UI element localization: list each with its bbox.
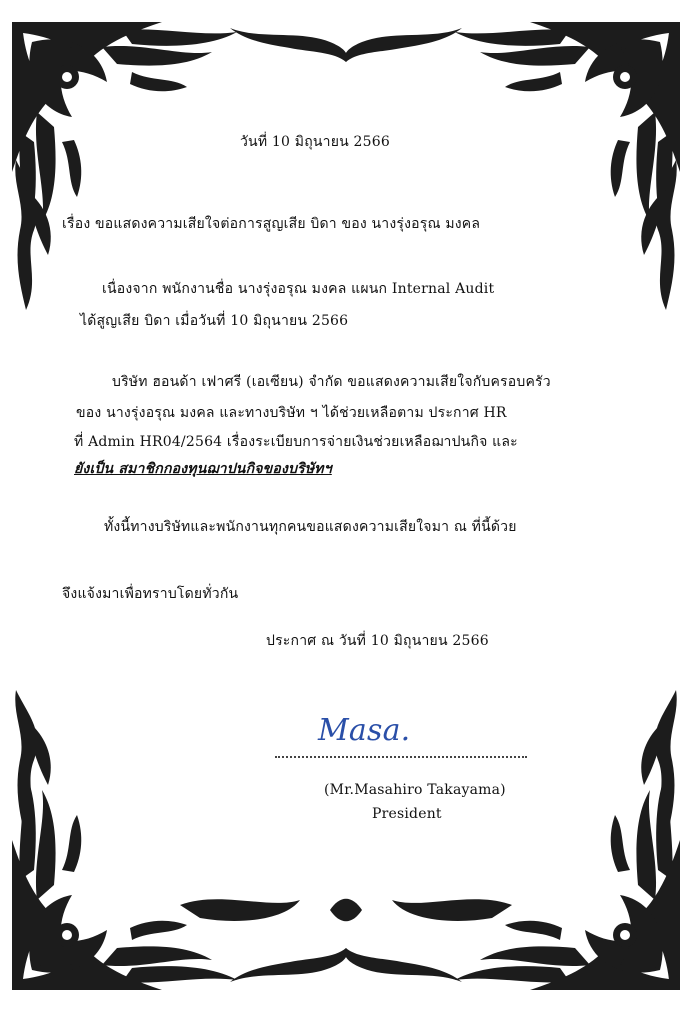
- announce-date: ประกาศ ณ วันที่ 10 มิถุนายน 2566: [266, 633, 489, 649]
- para2-line3: ที่ Admin HR04/2564 เรื่องระเบียบการจ่ายเงินช่วยเหลือฌาปนกิจ และ: [74, 434, 518, 450]
- date-line: วันที่ 10 มิถุนายน 2566: [240, 134, 390, 150]
- para2-line1: บริษัท ฮอนด้า เฟาศรี (เอเซียน) จำกัด ขอแสดงความเสียใจกับครอบครัว: [112, 374, 551, 390]
- signature-line: [275, 756, 527, 758]
- signer-name: (Mr.Masahiro Takayama): [324, 782, 506, 798]
- para1-line2: ได้สูญเสีย บิดา เมื่อวันที่ 10 มิถุนายน 2566: [80, 313, 349, 329]
- signature: Masa.: [318, 713, 411, 748]
- subject-line: เรื่อง ขอแสดงความเสียใจต่อการสูญเสีย บิดา ของ นางรุ่งอรุณ มงคล: [62, 216, 481, 232]
- para2-line4-emphasis: ยังเป็น สมาชิกกองทุนฌาปนกิจของบริษัทฯ: [74, 461, 332, 477]
- para2-line2: ของ นางรุ่งอรุณ มงคล และทางบริษัท ฯ ได้ช่วยเหลือตาม ประกาศ HR: [76, 405, 507, 421]
- para1-line1: เนื่องจาก พนักงานชื่อ นางรุ่งอรุณ มงคล แผนก Internal Audit: [102, 281, 495, 297]
- signer-title: President: [372, 806, 442, 822]
- para3: ทั้งนี้ทางบริษัทและพนักงานทุกคนขอแสดงความเสียใจมา ณ ที่นี้ด้วย: [104, 519, 517, 535]
- closing-line: จึงแจ้งมาเพื่อทราบโดยทั่วกัน: [62, 586, 239, 602]
